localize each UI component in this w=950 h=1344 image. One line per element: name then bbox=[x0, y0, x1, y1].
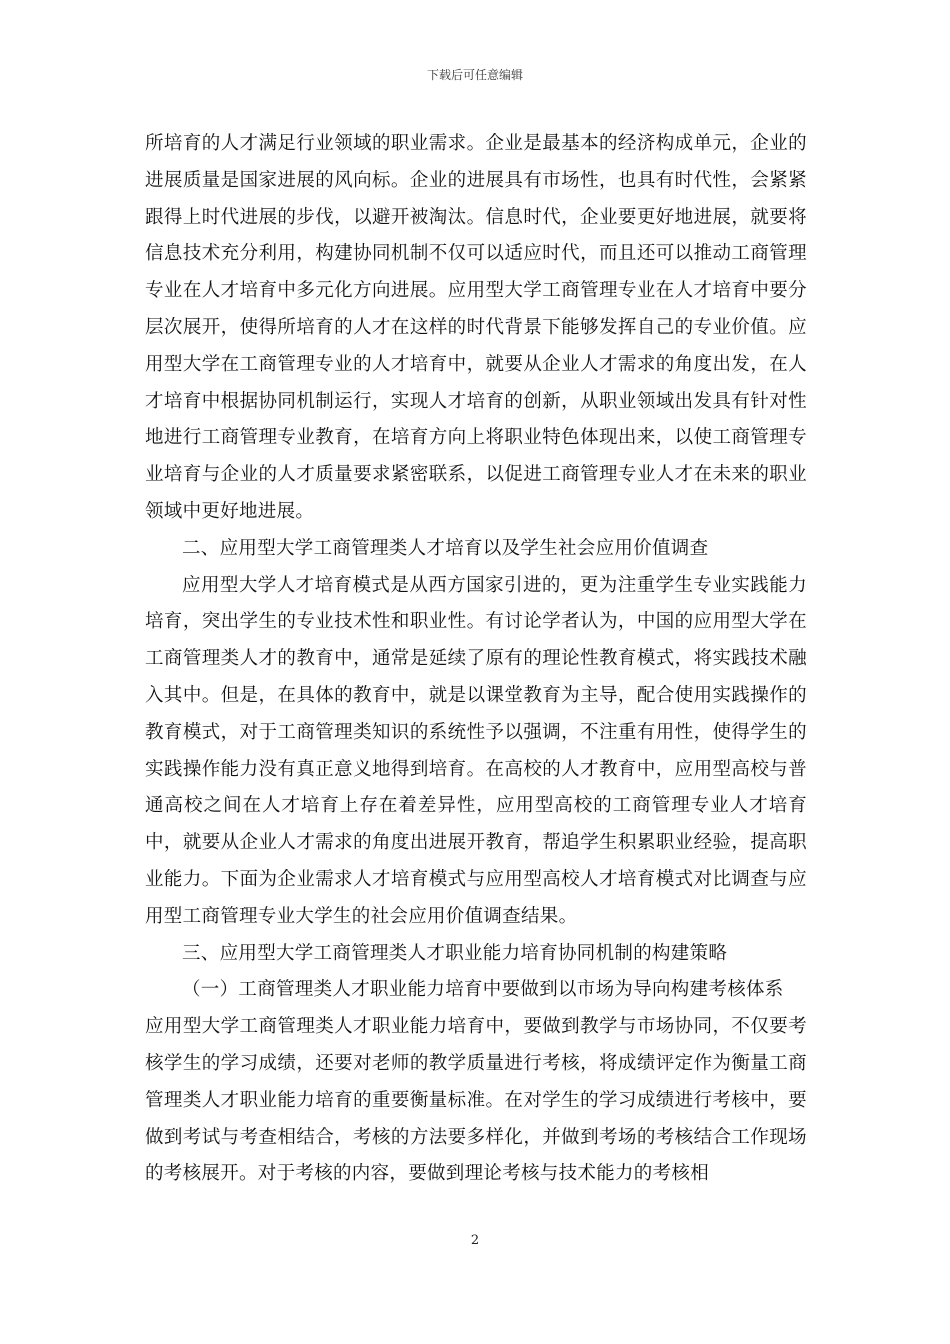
paragraph-section-2: 应用型大学人才培育模式是从西方国家引进的，更为注重学生专业实践能力培育，突出学生的专业技术性和职业性。有讨论学者认为，中国的应用型大学在工商管理类人才的教育中，通常是延续了原有的理论性教育模式，将实践技术融入其中。但是，在具体的教育中，就是以课堂教育为主导，配合使用实践操作的教育模式，对于工商管理类知识的系统性予以强调，不注重有用性，使得学生的实践操作能力没有真正意义地得到培育。在高校的人才教育中，应用型高校与普通高校之间在人才培育上存在着差异性，应用型高校的工商管理专业人才培育中，就要从企业人才需求的角度出进展开教育，帮追学生积累职业经验，提高职业能力。下面为企业需求人才培育模式与应用型高校人才培育模式对比调查与应用型工商管理专业大学生的社会应用价值调查结果。 bbox=[145, 574, 807, 927]
paragraph-continuation: 所培育的人才满足行业领域的职业需求。企业是最基本的经济构成单元，企业的进展质量是国家进展的风向标。企业的进展具有市场性，也具有时代性，会紧紧跟得上时代进展的步伐，以避开被淘汰。信息时代，企业要更好地进展，就要将信息技术充分利用，构建协同机制不仅可以适应时代，而且还可以推动工商管理专业在人才培育中多元化方向进展。应用型大学工商管理专业在人才培育中要分层次展开，使得所培育的人才在这样的时代背景下能够发挥自己的专业价值。应用型大学在工商管理专业的人才培育中，就要从企业人才需求的角度出发，在人才培育中根据协同机制运行，实现人才培育的创新，从职业领域出发具有针对性地进行工商管理专业教育，在培育方向上将职业特色体现出来，以使工商管理专业培育与企业的人才质量要求紧密联系，以促进工商管理专业人才在未来的职业领域中更好地进展。 bbox=[145, 133, 807, 522]
subsection-heading-1: （一）工商管理类人才职业能力培育中要做到以市场为导向构建考核体系 bbox=[182, 979, 784, 1001]
section-heading-3: 三、应用型大学工商管理类人才职业能力培育协同机制的构建策略 bbox=[182, 942, 728, 964]
document-body bbox=[145, 126, 807, 1193]
page-number: 2 bbox=[470, 1233, 480, 1248]
section-heading-2: 二、应用型大学工商管理类人才培育以及学生社会应用价值调查 bbox=[182, 537, 709, 559]
page-header: 下载后可任意编辑 bbox=[426, 68, 523, 82]
paragraph-subsection-1: 应用型大学工商管理类人才职业能力培育中，要做到教学与市场协同，不仅要考核学生的学习成绩，还要对老师的教学质量进行考核，将成绩评定作为衡量工商管理类人才职业能力培育的重要衡量标准。在对学生的学习成绩进行考核中，要做到考试与考查相结合，考核的方法要多样化，并做到考场的考核结合工作现场的考核展开。对于考核的内容，要做到理论考核与技术能力的考核相 bbox=[145, 1016, 807, 1185]
